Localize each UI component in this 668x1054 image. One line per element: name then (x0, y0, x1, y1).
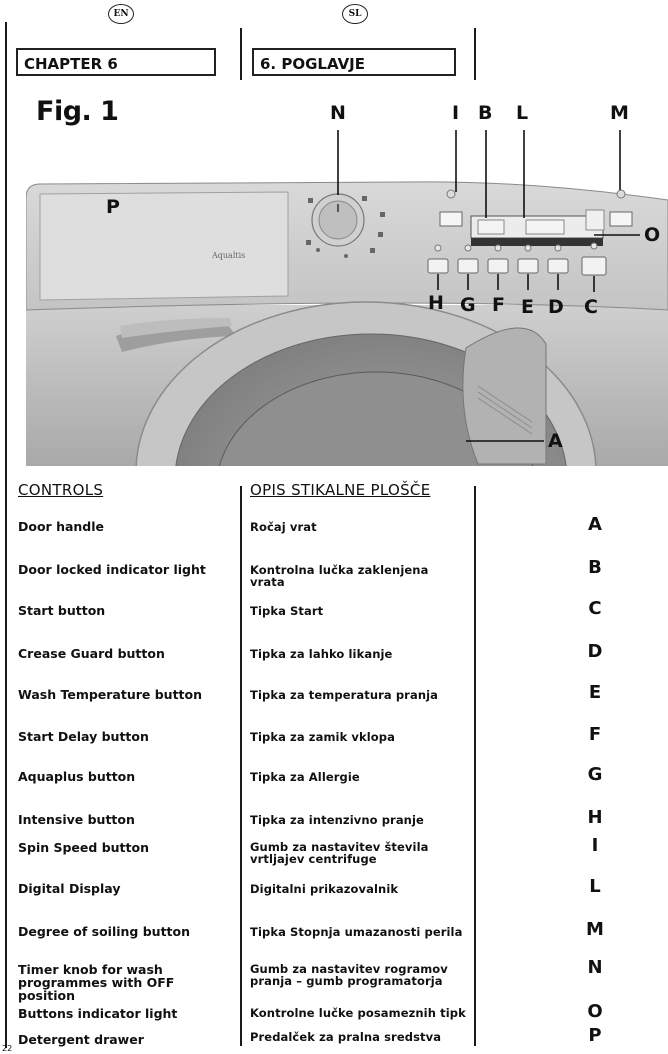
callout-P: P (106, 196, 120, 218)
control-key: F (588, 724, 602, 745)
control-name-sl: Tipka za intenzivno pranje (250, 813, 424, 827)
control-name-en: Door locked indicator light (18, 562, 206, 577)
control-name-en: Detergent drawer (18, 1032, 144, 1047)
control-key: P (588, 1025, 602, 1046)
svg-text:Aqualtis: Aqualtis (212, 251, 246, 260)
control-name-sl: Kontrolna lučka zaklenjena vrata (250, 563, 429, 589)
callout-I: I (452, 102, 460, 124)
lang-badge-sl: SL (342, 4, 368, 24)
control-name-sl: Tipka za lahko likanje (250, 647, 393, 661)
control-name-sl: Tipka za Allergie (250, 770, 360, 784)
control-name-en: Start Delay button (18, 729, 149, 744)
control-key: D (587, 641, 603, 662)
control-key: N (587, 957, 603, 978)
control-name-en: Door handle (18, 519, 105, 534)
control-key: L (589, 876, 601, 897)
control-name-sl: Tipka Start (250, 604, 324, 618)
control-key: M (586, 919, 604, 940)
control-name-en: Degree of soiling button (18, 924, 191, 939)
callout-O: O (644, 224, 661, 246)
page-number: 22 (2, 1044, 13, 1053)
figure-title: Fig. 1 (36, 96, 119, 127)
control-key: H (587, 807, 603, 828)
chapter-title-en: CHAPTER 6 (16, 48, 216, 76)
control-key: B (588, 557, 602, 578)
control-key: C (588, 598, 602, 619)
callout-G: G (460, 294, 476, 316)
control-key: A (588, 514, 602, 535)
column-divider-right (474, 28, 476, 80)
column-divider-left (5, 22, 7, 1048)
control-name-en: Digital Display (18, 881, 121, 896)
control-name-sl: Tipka Stopnja umazanosti perila (250, 925, 463, 939)
callout-L: L (516, 102, 529, 124)
washing-machine-illustration (26, 100, 668, 466)
callout-M: M (610, 102, 629, 124)
control-name-sl: Tipka za zamik vklopa (250, 730, 395, 744)
callout-E: E (521, 296, 534, 318)
table-divider-right (474, 486, 476, 1046)
control-name-sl: Gumb za nastavitev števila vrtljajev centrifuge (250, 840, 429, 866)
column-divider-middle (240, 28, 242, 80)
callout-N: N (330, 102, 346, 124)
chapter-title-sl: 6. POGLAVJE (252, 48, 456, 76)
callout-B: B (478, 102, 493, 124)
callout-A: A (548, 430, 563, 452)
washing-machine-figure (26, 100, 668, 466)
lang-badge-en: EN (108, 4, 134, 24)
table-divider-middle (240, 486, 242, 1046)
control-name-en: Timer knob for wash programmes with OFF position (18, 962, 175, 1003)
control-name-en: Intensive button (18, 812, 135, 827)
control-key: O (587, 1001, 603, 1022)
control-name-en: Start button (18, 603, 106, 618)
control-name-en: Spin Speed button (18, 840, 149, 855)
control-name-sl: Digitalni prikazovalnik (250, 882, 399, 896)
control-key: G (587, 764, 603, 785)
control-name-sl: Ročaj vrat (250, 520, 317, 534)
control-key: I (591, 835, 599, 856)
callout-H: H (428, 292, 444, 314)
control-name-sl: Tipka za temperatura pranja (250, 688, 439, 702)
control-name-en: Crease Guard button (18, 646, 165, 661)
control-name-en: Aquaplus button (18, 769, 136, 784)
control-name-sl: Kontrolne lučke posameznih tipk (250, 1006, 466, 1020)
control-key: E (588, 682, 602, 703)
control-name-sl: Predalček za pralna sredstva (250, 1030, 442, 1044)
callout-F: F (492, 294, 505, 316)
control-name-sl: Gumb za nastavitev rogramov pranja – gumb programatorja (250, 962, 448, 988)
control-name-en: Wash Temperature button (18, 687, 203, 702)
controls-heading-en: CONTROLS (18, 481, 104, 499)
controls-heading-sl: OPIS STIKALNE PLOŠČE (250, 481, 431, 499)
callout-D: D (548, 296, 564, 318)
control-name-en: Buttons indicator light (18, 1006, 178, 1021)
callout-C: C (584, 296, 598, 318)
